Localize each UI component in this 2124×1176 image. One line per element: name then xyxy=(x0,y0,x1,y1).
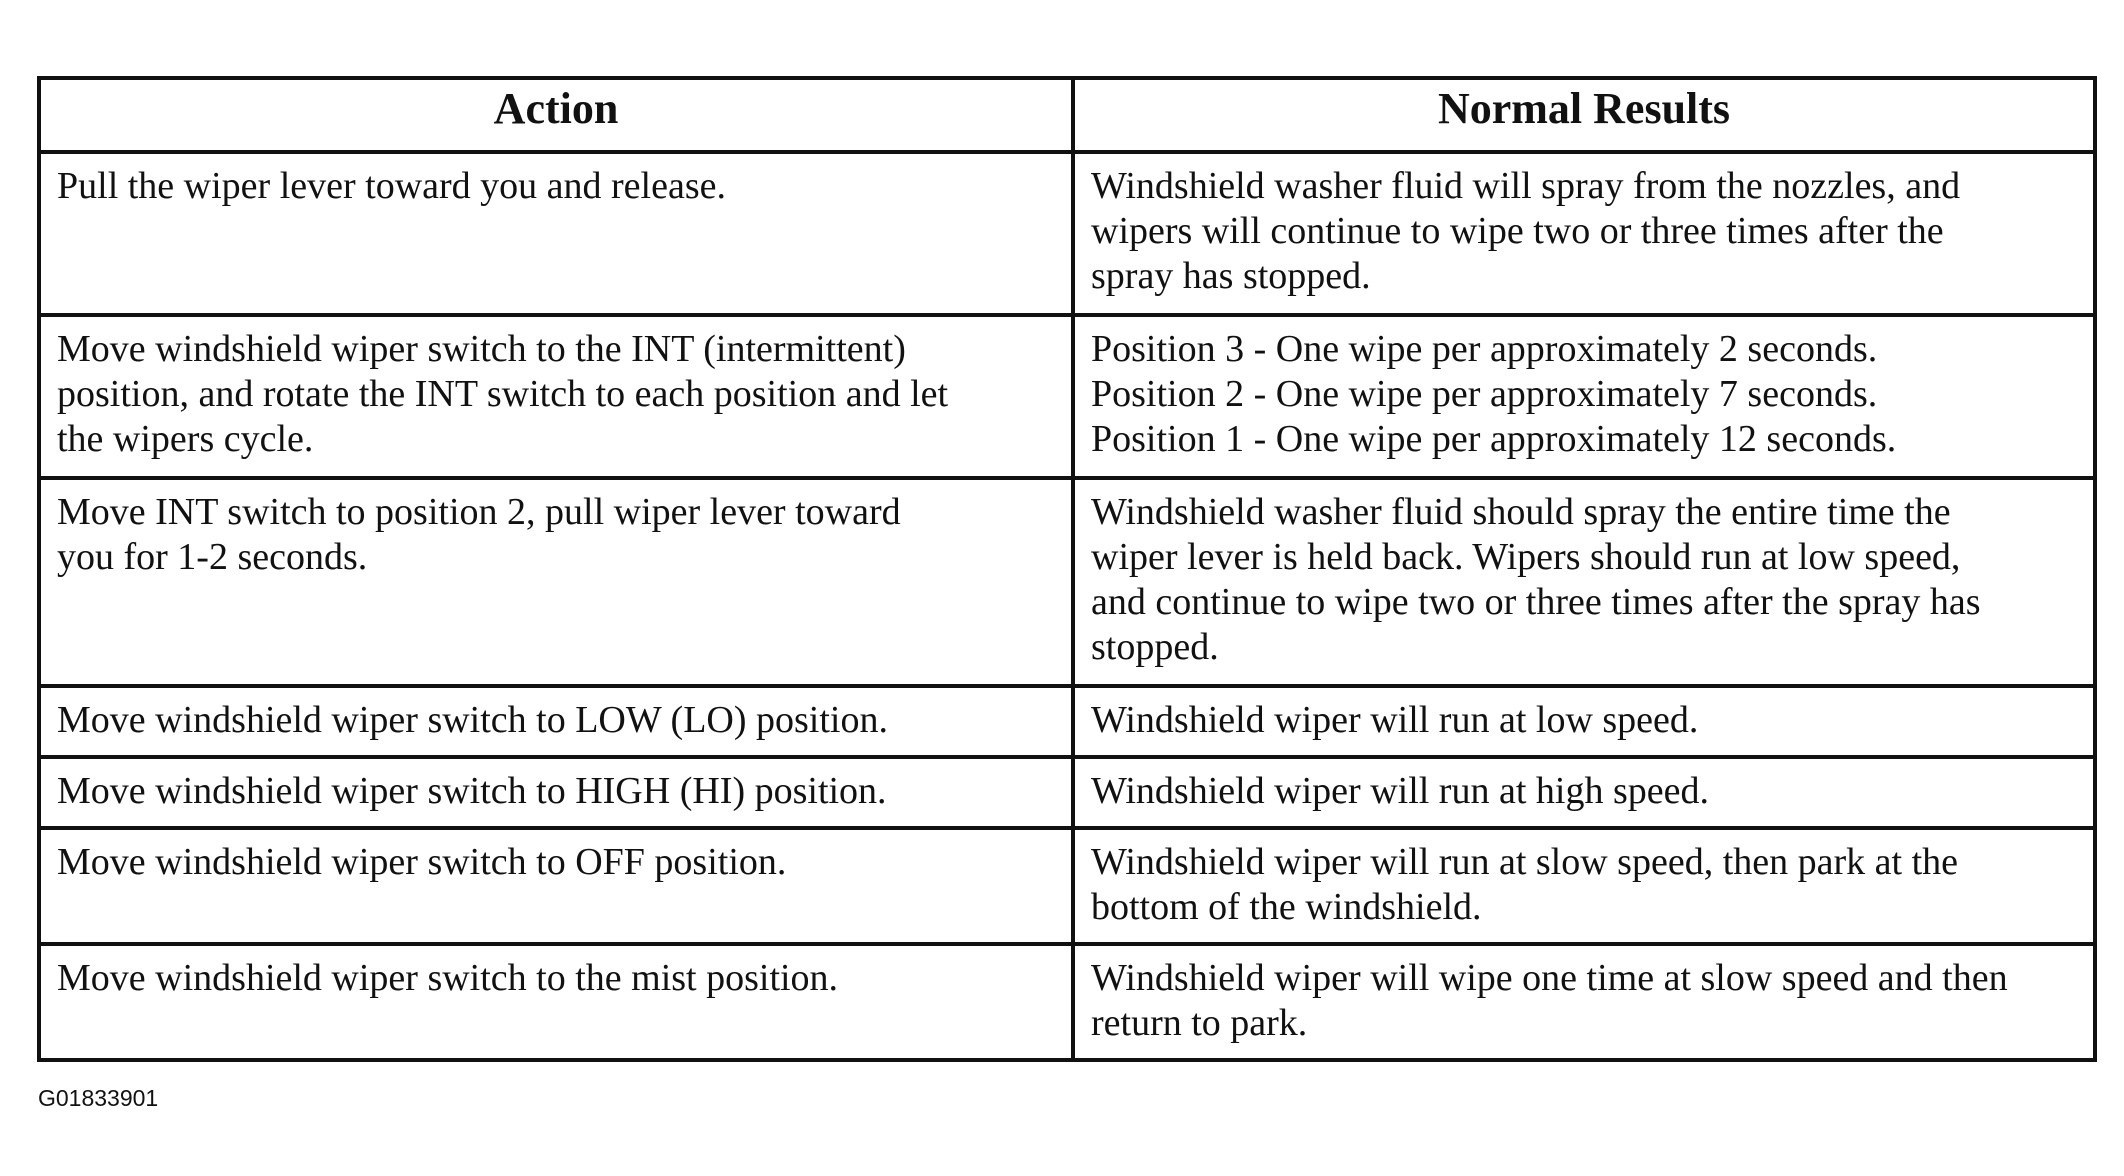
action-cell: Move windshield wiper switch to the INT (intermittent) position, and rotate the INT switch to each position and let the wipers cycle. xyxy=(39,315,1073,478)
action-cell: Move windshield wiper switch to the mist position. xyxy=(39,944,1073,1060)
table-row xyxy=(39,828,2095,944)
table-row xyxy=(39,315,2095,478)
result-cell: Windshield wiper will wipe one time at slow speed and then return to park. xyxy=(1073,944,2095,1060)
table-row xyxy=(39,944,2095,1060)
table-row xyxy=(39,152,2095,315)
figure-id: G01833901 xyxy=(38,1085,159,1111)
result-cell: Windshield wiper will run at low speed. xyxy=(1073,686,2095,757)
column-header-action: Action xyxy=(39,78,1073,152)
table-row xyxy=(39,757,2095,828)
result-cell: Windshield wiper will run at slow speed, then park at the bottom of the windshield. xyxy=(1073,828,2095,944)
action-cell: Move windshield wiper switch to OFF position. xyxy=(39,828,1073,944)
result-cell: Windshield washer fluid will spray from the nozzles, and wipers will continue to wipe two or three times after the spray has stopped. xyxy=(1073,152,2095,315)
action-cell: Move windshield wiper switch to LOW (LO) position. xyxy=(39,686,1073,757)
action-cell: Move windshield wiper switch to HIGH (HI) position. xyxy=(39,757,1073,828)
table-row xyxy=(39,686,2095,757)
action-cell: Move INT switch to position 2, pull wiper lever toward you for 1-2 seconds. xyxy=(39,478,1073,686)
table-row xyxy=(39,478,2095,686)
column-header-normal-results: Normal Results xyxy=(1073,78,2095,152)
result-cell: Position 3 - One wipe per approximately 2 seconds. Position 2 - One wipe per approximately 7 seconds. Position 1 - One wipe per approximately 12 seconds. xyxy=(1073,315,2095,478)
result-cell: Windshield washer fluid should spray the entire time the wiper lever is held back. Wipers should run at low speed, and continue to wipe two or three times after the spray has stopped. xyxy=(1073,478,2095,686)
header-row xyxy=(39,78,2095,152)
result-cell: Windshield wiper will run at high speed. xyxy=(1073,757,2095,828)
wiper-test-table xyxy=(37,76,2097,1062)
action-cell: Pull the wiper lever toward you and release. xyxy=(39,152,1073,315)
